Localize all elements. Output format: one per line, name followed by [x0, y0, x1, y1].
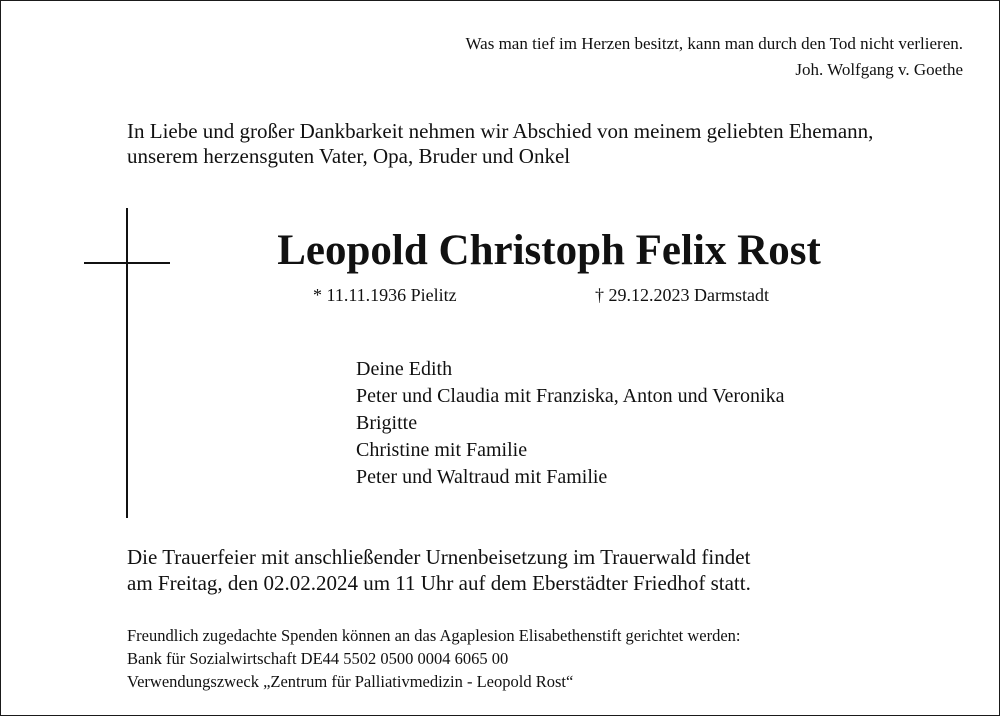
mourner-entry: Brigitte — [356, 412, 418, 434]
intro-line-2: unserem herzensguten Vater, Opa, Bruder und Onkel — [127, 144, 571, 168]
quote-author: Joh. Wolfgang v. Goethe — [795, 60, 963, 79]
deceased-name: Leopold Christoph Felix Rost — [277, 227, 821, 274]
donation-bank-details: Bank für Sozialwirtschaft DE44 5502 0500 0004 6065 00 — [127, 649, 509, 668]
donation-reference: Verwendungszweck „Zentrum für Palliativmedizin - Leopold Rost“ — [127, 672, 574, 691]
mourner-entry: Peter und Waltraud mit Familie — [356, 466, 608, 488]
ceremony-line-1: Die Trauerfeier mit anschließender Urnenbeisetzung im Trauerwald findet — [127, 545, 751, 569]
mourner-entry: Deine Edith — [356, 358, 453, 380]
quote-text: Was man tief im Herzen besitzt, kann man durch den Tod nicht verlieren. — [465, 34, 963, 53]
intro-line-1: In Liebe und großer Dankbarkeit nehmen wir Abschied von meinem geliebten Ehemann, — [127, 119, 874, 143]
mourner-entry: Peter und Claudia mit Franziska, Anton und Veronika — [356, 385, 785, 407]
death-date: † 29.12.2023 Darmstadt — [595, 285, 769, 305]
ceremony-line-2: am Freitag, den 02.02.2024 um 11 Uhr auf dem Eberstädter Friedhof statt. — [127, 571, 751, 595]
donation-line-1: Freundlich zugedachte Spenden können an das Agaplesion Elisabethenstift gerichtet werden: — [127, 626, 741, 645]
mourner-entry: Christine mit Familie — [356, 439, 528, 461]
birth-date: * 11.11.1936 Pielitz — [313, 285, 457, 305]
